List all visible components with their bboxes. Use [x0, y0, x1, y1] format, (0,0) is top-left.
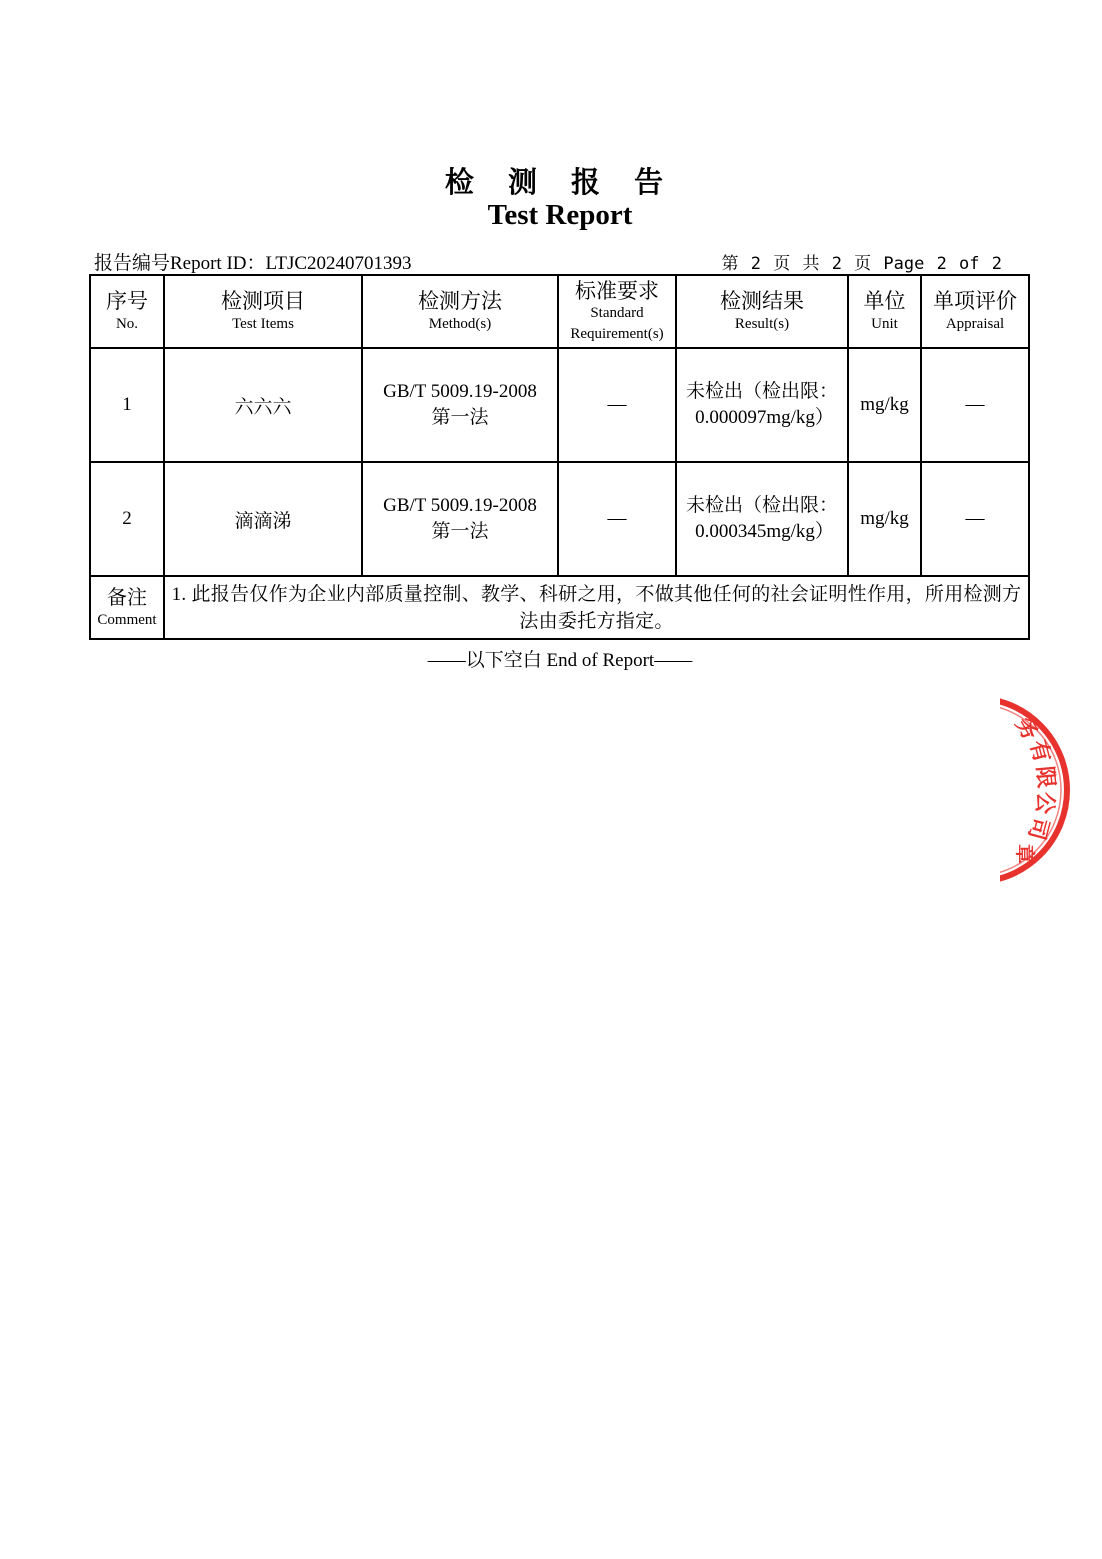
end-of-report: ——以下空白 End of Report——: [427, 650, 693, 671]
report-id: 报告编号Report ID：LTJC20240701393: [94, 253, 412, 274]
page-indicator: 第 2 页 共 2 页 Page 2 of 2: [721, 254, 1002, 274]
cell-standard: —: [558, 348, 676, 462]
cell-no: 2: [90, 462, 164, 576]
table-header-row: [90, 275, 1029, 348]
cell-test-item: 滴滴涕: [164, 462, 362, 576]
results-table: [89, 274, 1030, 640]
header-test-items: 检测项目 Test Items: [164, 275, 362, 348]
cell-standard: —: [558, 462, 676, 576]
header-appraisal: 单项评价 Appraisal: [921, 275, 1029, 348]
cell-unit: mg/kg: [848, 462, 921, 576]
cell-appraisal: —: [921, 348, 1029, 462]
cell-appraisal: —: [921, 462, 1029, 576]
table-row: [90, 348, 1029, 462]
comment-label: 备注 Comment: [90, 576, 164, 639]
seal-text-char: 章: [1013, 844, 1037, 864]
seal-text-char: 务: [1009, 713, 1043, 745]
cell-method: GB/T 5009.19-2008 第一法: [362, 462, 558, 576]
header-method: 检测方法 Method(s): [362, 275, 558, 348]
seal-text-char: 司: [1022, 814, 1053, 843]
seal-text-char: 限: [1031, 765, 1059, 790]
header-result: 检测结果 Result(s): [676, 275, 848, 348]
cell-result: 未检出（检出限： 0.000097mg/kg）: [676, 348, 848, 462]
seal-text-char: 有: [1024, 737, 1055, 766]
report-title-en: Test Report: [487, 199, 633, 231]
comment-row: [90, 576, 1029, 639]
seal-stamp-graphic: [1000, 690, 1102, 890]
header-standard: 标准要求 Standard Requirement(s): [558, 275, 676, 348]
seal-text-char: 公: [1030, 790, 1058, 815]
header-unit: 单位 Unit: [848, 275, 921, 348]
cell-no: 1: [90, 348, 164, 462]
cell-method: GB/T 5009.19-2008 第一法: [362, 348, 558, 462]
cell-result: 未检出（检出限： 0.000345mg/kg）: [676, 462, 848, 576]
header-no: 序号 No.: [90, 275, 164, 348]
report-title-cn: 检 测 报 告: [444, 165, 676, 199]
table-row: [90, 462, 1029, 576]
cell-unit: mg/kg: [848, 348, 921, 462]
company-seal: [1000, 690, 1102, 890]
comment-text: 1. 此报告仅作为企业内部质量控制、教学、科研之用，不做其他任何的社会证明性作用，所用检测方法由委托方指定。: [164, 576, 1029, 639]
cell-test-item: 六六六: [164, 348, 362, 462]
